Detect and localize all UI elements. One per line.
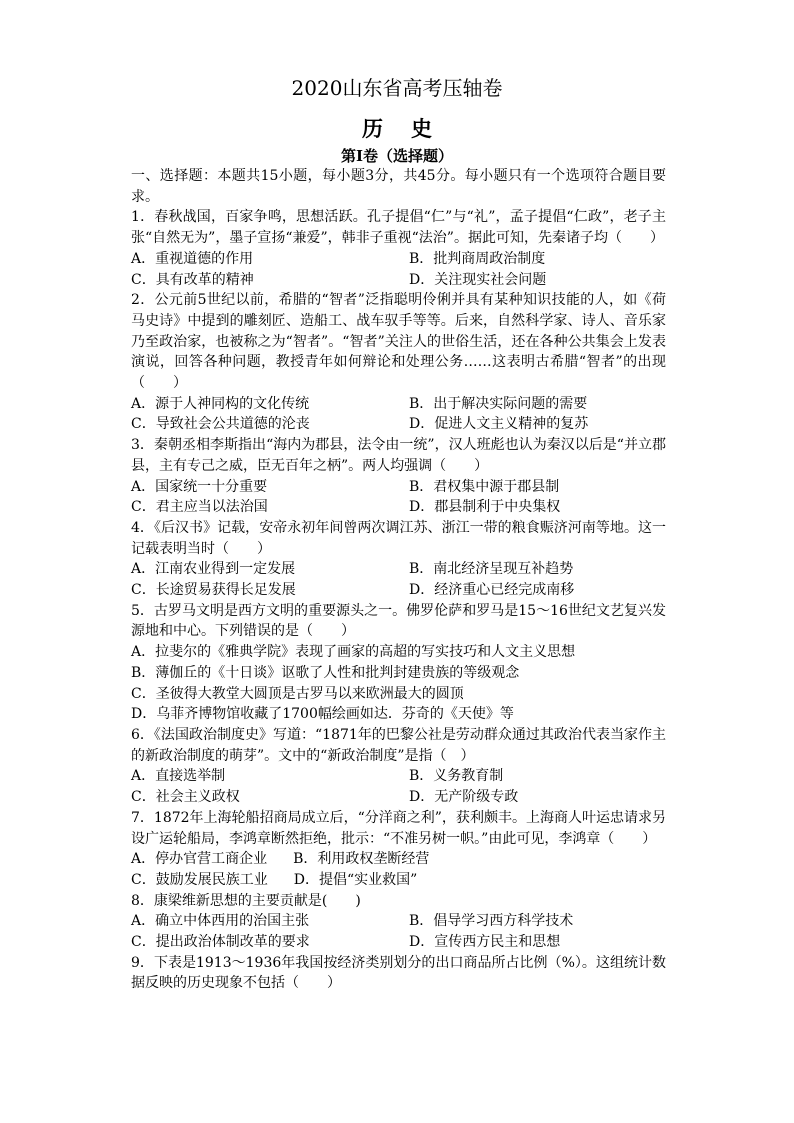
option-b: B．南北经济呈现互补趋势 [409,561,574,578]
option-d: D．促进人文主义精神的复苏 [409,416,589,433]
question-9-stem: 9．下表是1913～1936年我国按经济类别划分的出口商品所占比例（%）。这组统计数据反映的历史现象不包括（ ） [131,954,666,992]
section-title: 第Ⅰ卷（选择题） [340,147,454,165]
option-a: A．拉斐尔的《雅典学院》表现了画家的高超的写实技巧和人文主义思想 [131,644,576,661]
question-8-options [131,911,666,952]
option-c: C．鼓励发展民族工业 [131,871,268,888]
option-b: B．批判商周政治制度 [409,250,546,267]
option-b: B．薄伽丘的《十日谈》讴歌了人性和批判封建贵族的等级观念 [131,664,520,681]
question-6-options [131,766,666,807]
question-2-options [131,394,666,435]
question-6-stem: 6．《法国政治制度史》写道：“1871年的巴黎公社是劳动群众通过其政治代表当家作主的新政治制度的萌芽”。文中的“新政治制度”是指（ ） [131,726,666,764]
option-a: A．国家统一十分重要 [131,478,268,495]
option-d: D．提倡“实业救国” [293,871,418,888]
option-d: D．宣传西方民主和思想 [409,934,561,951]
option-c: C．提出政治体制改革的要求 [131,934,310,951]
question-3-options [131,477,666,518]
option-c: C．具有改革的精神 [131,271,254,288]
option-b: B．君权集中源于郡县制 [409,478,560,495]
option-a: A．重视道德的作用 [131,250,254,267]
option-d: D．乌菲齐博物馆收藏了1700幅绘画如达．芬奇的《天使》等 [131,706,514,723]
question-4-options [131,559,666,600]
option-d: D．经济重心已经完成南移 [409,582,575,599]
question-list [131,166,666,994]
option-a: A．江南农业得到一定发展 [131,561,296,578]
question-7-options [131,849,666,890]
question-7-stem: 7．1872年上海轮船招商局成立后，“分洋商之利”，获利颇丰。上海商人叶运忠请求另设广运轮船局，李鸿章断然拒绝，批示：“不准另树一帜。”由此可见，李鸿章（ ） [131,809,666,847]
question-5-stem: 5．古罗马文明是西方文明的重要源头之一。佛罗伦萨和罗马是15～16世纪文艺复兴发源地和中心。下列错误的是（ ） [131,602,666,640]
section-instructions: 一、选择题：本题共15小题，每小题3分，共45分。每小题只有一个选项符合题目要求。 [131,168,666,205]
question-1-stem: 1．春秋战国，百家争鸣，思想活跃。孔子提倡“仁”与“礼”，孟子提倡“仁政”，老子主张“自然无为”，墨子宣扬“兼爱”，韩非子重视“法治”。据此可知，先秦诸子均（ ） [131,209,666,247]
option-d: D．无产阶级专政 [409,789,519,806]
option-a: A．确立中体西用的治国主张 [131,913,310,930]
subject-title: 历史 [362,116,460,141]
option-b: B．义务教育制 [409,768,504,785]
question-2-stem: 2．公元前5世纪以前，希腊的“智者”泛指聪明伶俐并具有某种知识技能的人，如《荷马史诗》中提到的雕刻匠、造船工、战车驭手等等。后来，自然科学家、诗人、音乐家乃至政治家，也被称之为“智者”。“智者”关注人的世俗生活，还在各种公共集会上发表演说，回答各种问题，教授青年如何辩论和处理公务……这表明古希腊“智者”的出现（ ） [131,292,666,392]
option-c: C．长途贸易获得长足发展 [131,582,296,599]
exam-title: 2020山东省高考压轴卷 [291,76,503,100]
option-a: A．直接选举制 [131,768,226,785]
option-b: B．倡导学习西方科学技术 [409,913,574,930]
question-3-stem: 3．秦朝丞相李斯指出“海内为郡县，法令由一统”，汉人班彪也认为秦汉以后是“并立郡县，主有专己之威，臣无百年之柄”。两人均强调（ ） [131,437,666,474]
option-b: B．出于解决实际问题的需要 [409,395,588,412]
question-4-stem: 4．《后汉书》记载，安帝永初年间曾两次调江苏、浙江一带的粮食赈济河南等地。这一记载表明当时（ ） [131,519,666,557]
option-c: C．君主应当以法治国 [131,499,268,516]
option-b: B．利用政权垄断经营 [293,851,430,868]
question-5-options [131,642,666,725]
option-c: C．社会主义政权 [131,789,240,806]
option-a: A．停办官营工商企业 [131,851,268,868]
question-1-options [131,249,666,290]
option-d: D．郡县制利于中央集权 [409,499,561,516]
option-c: C．圣彼得大教堂大圆顶是古罗马以来欧洲最大的圆顶 [131,685,464,702]
question-8-stem: 8．康梁维新思想的主要贡献是( ) [131,892,361,909]
option-a: A．源于人神同构的文化传统 [131,395,310,412]
option-c: C．导致社会公共道德的沦丧 [131,416,310,433]
option-d: D．关注现实社会问题 [409,271,547,288]
